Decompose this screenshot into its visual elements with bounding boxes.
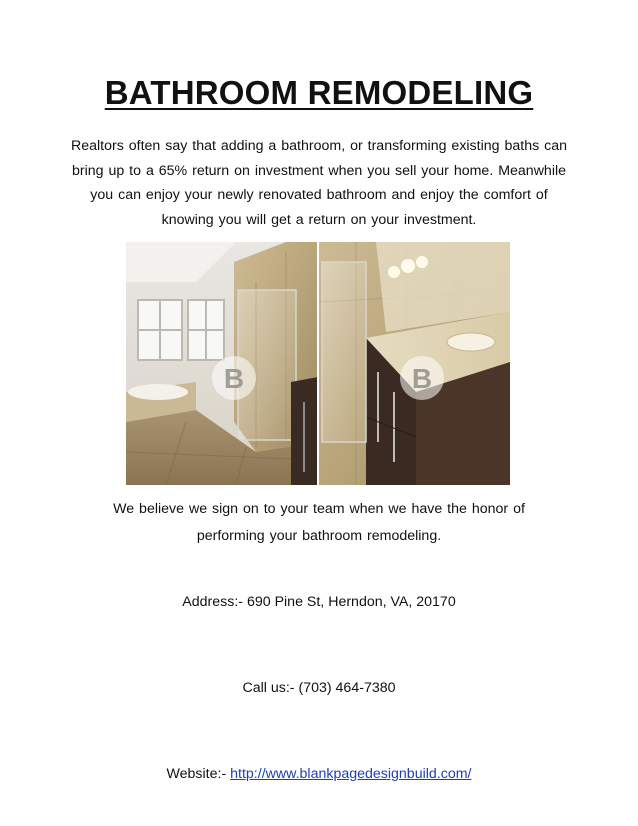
watermark-right — [400, 356, 444, 400]
address-line — [0, 594, 638, 610]
svg-text:B: B — [411, 363, 433, 394]
website-link[interactable]: http://www.blankpagedesignbuild.com/ — [230, 766, 472, 782]
watermark-left — [212, 356, 256, 400]
phone-label: Call us:- — [242, 680, 295, 696]
address-value: 690 Pine St, Herndon, VA, 20170 — [246, 594, 456, 610]
page-title: BATHROOM REMODELING — [104, 74, 534, 111]
phone-line — [0, 680, 638, 696]
website-line — [0, 766, 638, 782]
website-label: Website:- — [166, 766, 227, 782]
address-label: Address:- — [182, 594, 243, 610]
phone-value: (703) 464-7380 — [298, 680, 396, 696]
bathroom-photo — [126, 242, 510, 485]
team-paragraph: We believe we sign on to your team when we have the honor of performing your bathroom remodeling. — [113, 501, 525, 544]
svg-text:B: B — [223, 363, 245, 394]
intro-paragraph: Realtors often say that adding a bathroom, or transforming existing baths can bring up to a 65% return on investment when you sell your home. Meanwhile you can enjoy your newly renovated bathroom and enjoy the comfort of knowing you will get a return on your investment. — [70, 138, 567, 228]
